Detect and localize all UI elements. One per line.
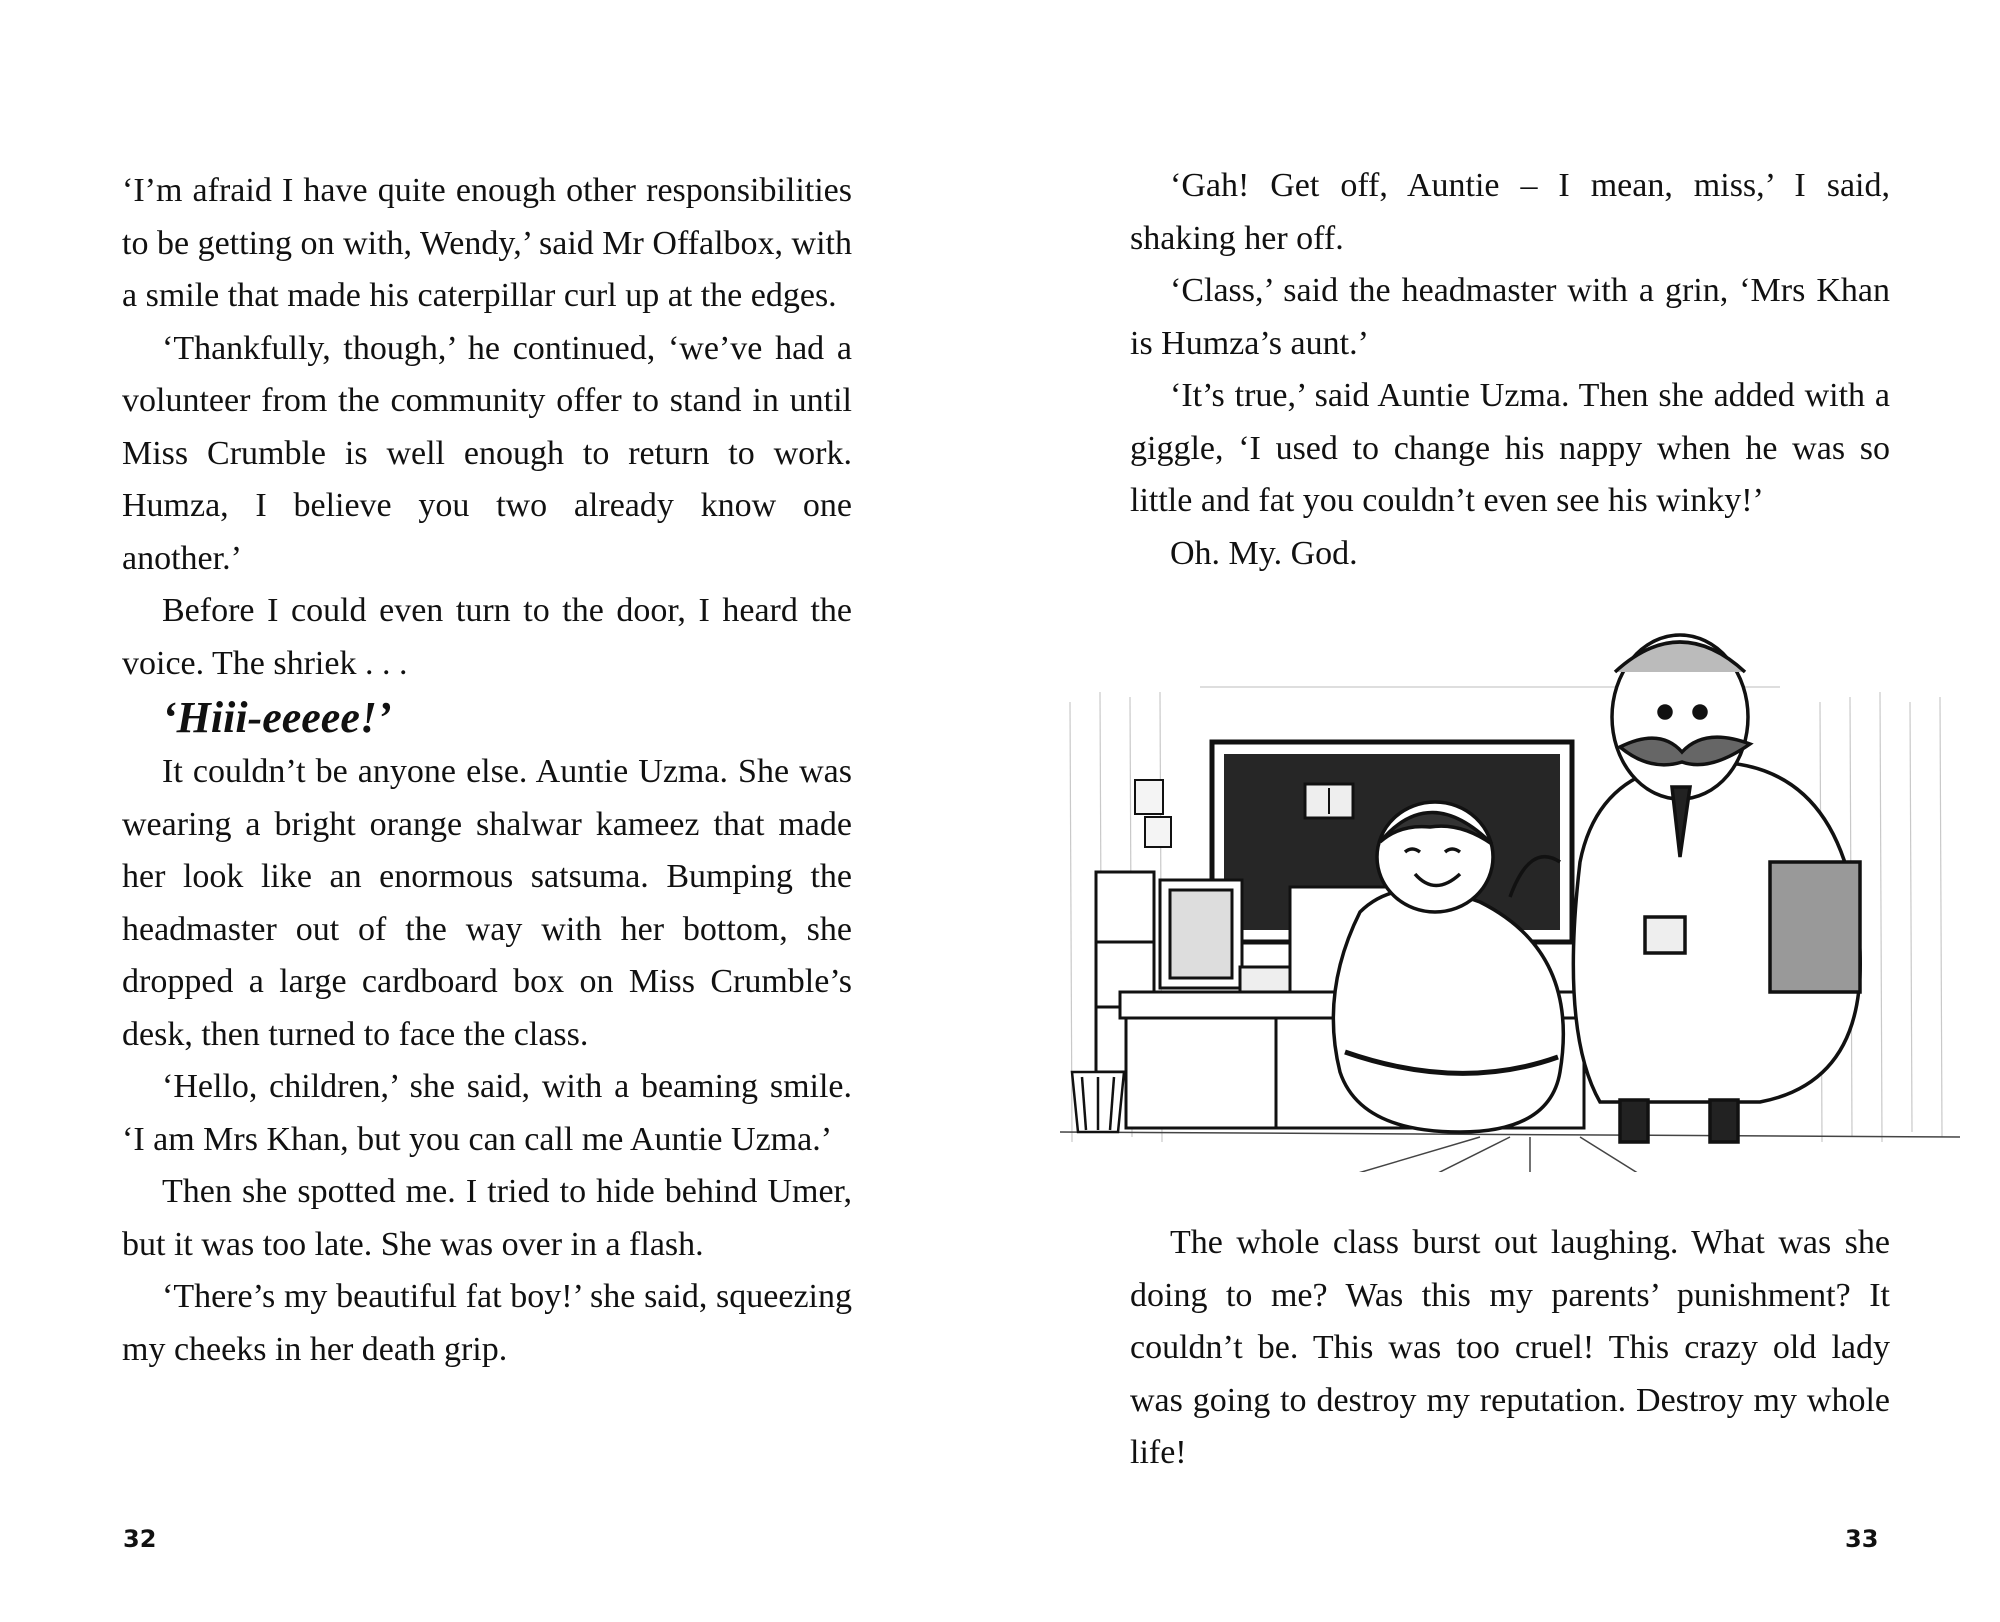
page-number-right: 33 bbox=[1845, 1525, 1879, 1553]
paragraph: Oh. My. God. bbox=[1170, 534, 1358, 572]
classroom-illustration bbox=[1060, 612, 1960, 1172]
paragraph: It couldn’t be anyone else. Auntie Uzma. She was wearing a bright orange shalwar kameez that made her look like an enormous satsuma. Bumping the headmaster out of the way with her bottom, she dropped a large cardboard box on Miss Crumble’s desk, then turned to face the class. bbox=[122, 753, 852, 1053]
computer-monitor bbox=[1160, 880, 1242, 988]
right-text-column-top bbox=[1130, 160, 1890, 580]
paragraph: ‘There’s my beautiful fat boy!’ she said, squeezing my cheeks in her death grip. bbox=[122, 1278, 852, 1368]
paragraph: ‘Thankfully, though,’ he continued, ‘we’ve had a volunteer from the community offer to stand in until Miss Crumble is well enough to return to work. Humza, I believe you two already know one another.’ bbox=[122, 329, 852, 577]
paragraph: ‘Class,’ said the headmaster with a grin, ‘Mrs Khan is Humza’s aunt.’ bbox=[1130, 272, 1890, 362]
page-number-left: 32 bbox=[123, 1525, 157, 1553]
right-page bbox=[1000, 0, 2000, 1622]
paragraph: ‘It’s true,’ said Auntie Uzma. Then she added with a giggle, ‘I used to change his nappy when he was so little and fat you couldn’t even see his winky!’ bbox=[1130, 377, 1890, 519]
floor-lines bbox=[1060, 1132, 1960, 1172]
paragraph: The whole class burst out laughing. What was she doing to me? Was this my parents’ punishment? It couldn’t be. This was too cruel! This crazy old lady was going to destroy my reputation. Destroy my whole life! bbox=[1130, 1224, 1890, 1471]
right-text-column-bottom bbox=[1130, 1217, 1890, 1480]
headmaster-figure bbox=[1573, 635, 1860, 1142]
pinned-notes bbox=[1135, 780, 1171, 847]
waste-basket bbox=[1072, 1072, 1124, 1132]
left-text-column bbox=[122, 165, 852, 1376]
shout-heading: ‘Hiii-eeeee!’ bbox=[162, 693, 392, 742]
paragraph: ‘Hello, children,’ she said, with a beaming smile. ‘I am Mrs Khan, but you can call me Auntie Uzma.’ bbox=[122, 1068, 852, 1158]
paragraph: Then she spotted me. I tried to hide behind Umer, but it was too late. She was over in a flash. bbox=[122, 1173, 852, 1263]
paragraph: Before I could even turn to the door, I heard the voice. The shriek . . . bbox=[122, 592, 852, 682]
paragraph: ‘I’m afraid I have quite enough other responsibilities to be getting on with, Wendy,’ said Mr Offalbox, with a smile that made his caterpillar curl up at the edges. bbox=[122, 172, 852, 314]
paragraph: ‘Gah! Get off, Auntie – I mean, miss,’ I said, shaking her off. bbox=[1130, 167, 1890, 257]
